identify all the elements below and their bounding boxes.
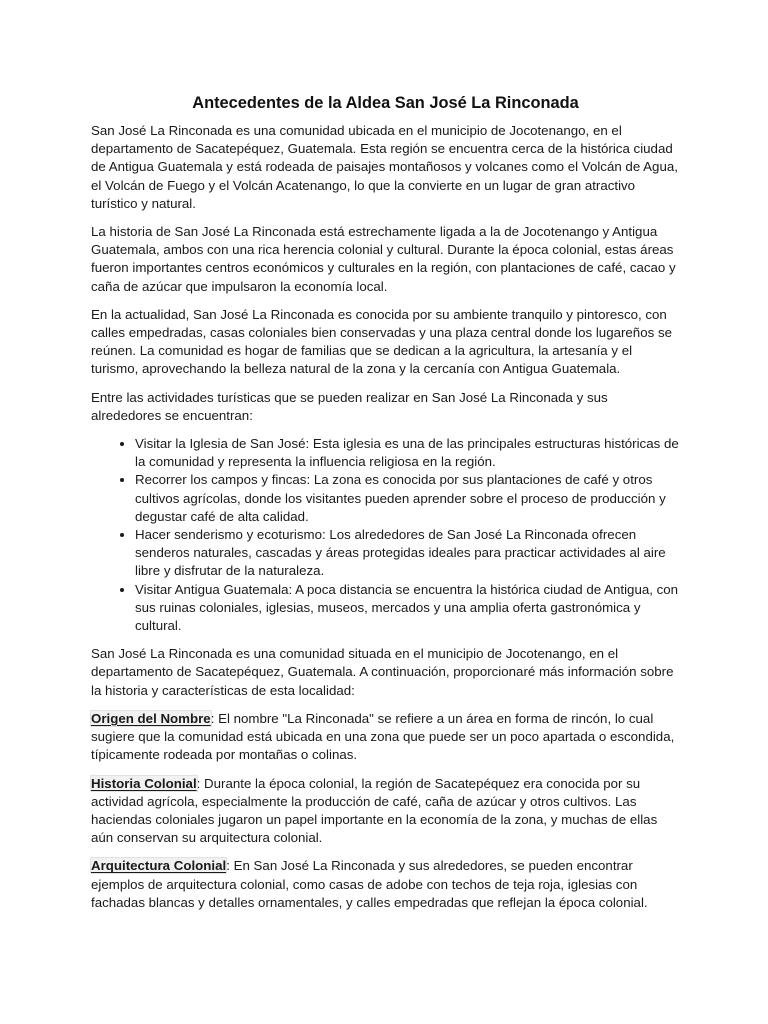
section-text-architecture: : En San José La Rinconada y sus alrededores, se pueden encontrar ejemplos de arquitectura colonial, como casas de adobe con techos de teja roja, iglesias con fachadas blancas y detalles ornamentales, y calles empedradas que reflejan la época colonial. [91,858,648,910]
section-origin [91,710,680,765]
paragraph-more-info: San José La Rinconada es una comunidad situada en el municipio de Jocotenango, en el departamento de Sacatepéquez, Guatemala. A continuación, proporcionaré más información sobre la historia y características de esta localidad: [91,646,674,698]
document-title: Antecedentes de la Aldea San José La Rinconada [192,94,579,112]
paragraph-activities-intro: Entre las actividades turísticas que se pueden realizar en San José La Rinconada y sus alrededores se encuentran: [91,389,608,423]
section-term-origin: Origen del Nombre [91,710,211,726]
section-term-architecture: Arquitectura Colonial [91,858,227,874]
list-item: • Recorrer los campos y fincas: La zona es conocida por sus plantaciones de café y otros cultivos agrícolas, donde los visitantes pueden aprender sobre el proceso de producción y degustar café de alta calidad. [135,471,680,526]
list-item: • Visitar la Iglesia de San José: Esta iglesia es una de las principales estructuras históricas de la comunidad y representa la influencia religiosa en la región. [135,435,680,471]
activities-list [91,435,680,635]
section-colonial-history [91,775,680,848]
section-text-colonial-history: : Durante la época colonial, la región de Sacatepéquez era conocida por su actividad agrícola, especialmente la producción de café, caña de azúcar y otros cultivos. Las haciendas coloniales jugaron un papel importante en la economía de la zona, y muchas de ellas aún conservan su arquitectura colonial. [91,775,658,846]
list-item: • Visitar Antigua Guatemala: A poca distancia se encuentra la histórica ciudad de Antigua, con sus ruinas coloniales, iglesias, museos, mercados y una amplia oferta gastronómica y cultural. [135,581,680,636]
section-architecture [91,857,680,912]
section-term-colonial-history: Historia Colonial [91,775,197,791]
paragraph-location: San José La Rinconada es una comunidad ubicada en el municipio de Jocotenango, en el departamento de Sacatepéquez, Guatemala. Esta región se encuentra cerca de la histórica ciudad de Antigua Guatemala y está rodeada de paisajes montañosos y volcanes como el Volcán de Agua, el Volcán de Fuego y el Volcán Acatenango, lo que la convierte en un lugar de gran atractivo turístico y natural. [91,123,678,211]
list-item: • Hacer senderismo y ecoturismo: Los alrededores de San José La Rinconada ofrecen senderos naturales, cascadas y áreas protegidas ideales para practicar actividades al aire libre y disfrutar de la naturaleza. [135,526,680,581]
section-text-origin: : El nombre "La Rinconada" se refiere a un área en forma de rincón, lo cual sugiere que la comunidad está ubicada en una zona que puede ser un poco apartada o escondida, típicamente rodeada por montañas o colinas. [91,710,675,763]
paragraph-present: En la actualidad, San José La Rinconada es conocida por su ambiente tranquilo y pintoresco, con calles empedradas, casas coloniales bien conservadas y una plaza central donde los lugareños se reúnen. La comunidad es hogar de familias que se dedican a la agricultura, la artesanía y el turismo, aprovechando la belleza natural de la zona y la cercanía con Antigua Guatemala. [91,306,672,377]
paragraph-history: La historia de San José La Rinconada está estrechamente ligada a la de Jocotenango y Antigua Guatemala, ambos con una rica herencia colonial y cultural. Durante la época colonial, estas áreas fueron importantes centros económicos y culturales en la región, con plantaciones de café, cacao y caña de azúcar que impulsaron la economía local. [91,224,676,294]
